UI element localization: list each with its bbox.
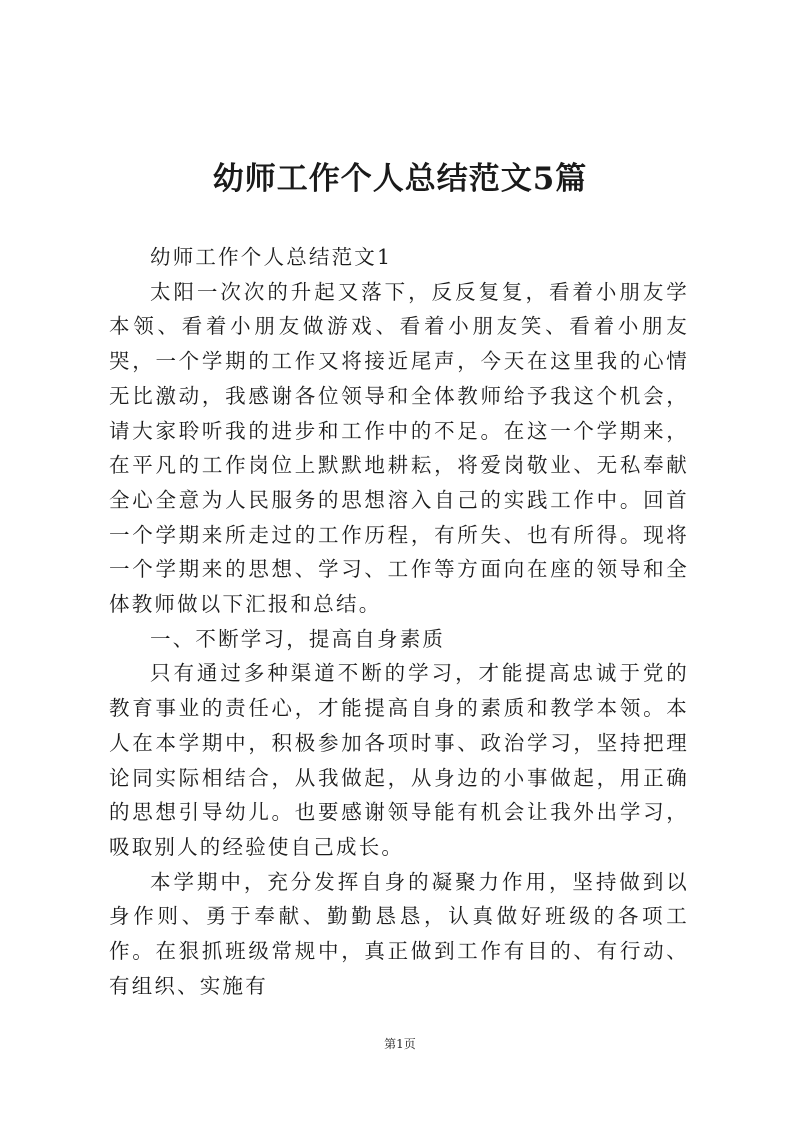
document-body [109,240,689,1003]
section-heading: 幼师工作个人总结范文1 [150,245,393,269]
document-title: 幼师工作个人总结范文5篇 [212,161,588,197]
subsection-heading: 一、不断学习，提高自身素质 [150,626,446,651]
paragraph: 太阳一次次的升起又落下，反反复复，看着小朋友学本领、看着小朋友做游戏、看着小朋友笑、看着小朋友哭，一个学期的工作又将接近尾声，今天在这里我的心情无比激动，我感谢各位领导和全体教师给予我这个机会，请大家聆听我的进步和工作中的不足。在这一个学期来，在平凡的工作岗位上默默地耕耘，将爱岗敬业、无私奉献全心全意为人民服务的思想溶入自己的实践工作中。回首一个学期来所走过的工作历程，有所失、也有所得。现将一个学期来的思想、学习、工作等方面向在座的领导和全体教师做以下汇报和总结。 [109,279,689,617]
paragraph: 只有通过多种渠道不断的学习，才能提高忠诚于党的教育事业的责任心，才能提高自身的素质和教学本领。本人在本学期中，积极参加各项时事、政治学习，坚持把理论同实际相结合，从我做起，从身边的小事做起，用正确的思想引导幼儿。也要感谢领导能有机会让我外出学习，吸取别人的经验使自己成长。 [109,661,689,859]
paragraph: 本学期中，充分发挥自身的凝聚力作用，坚持做到以身作则、勇于奉献、勤勤恳恳，认真做好班级的各项工作。在狠抓班级常规中，真正做到工作有目的、有行动、有组织、实施有 [109,869,689,998]
page-number: 第1页 [384,1037,416,1051]
